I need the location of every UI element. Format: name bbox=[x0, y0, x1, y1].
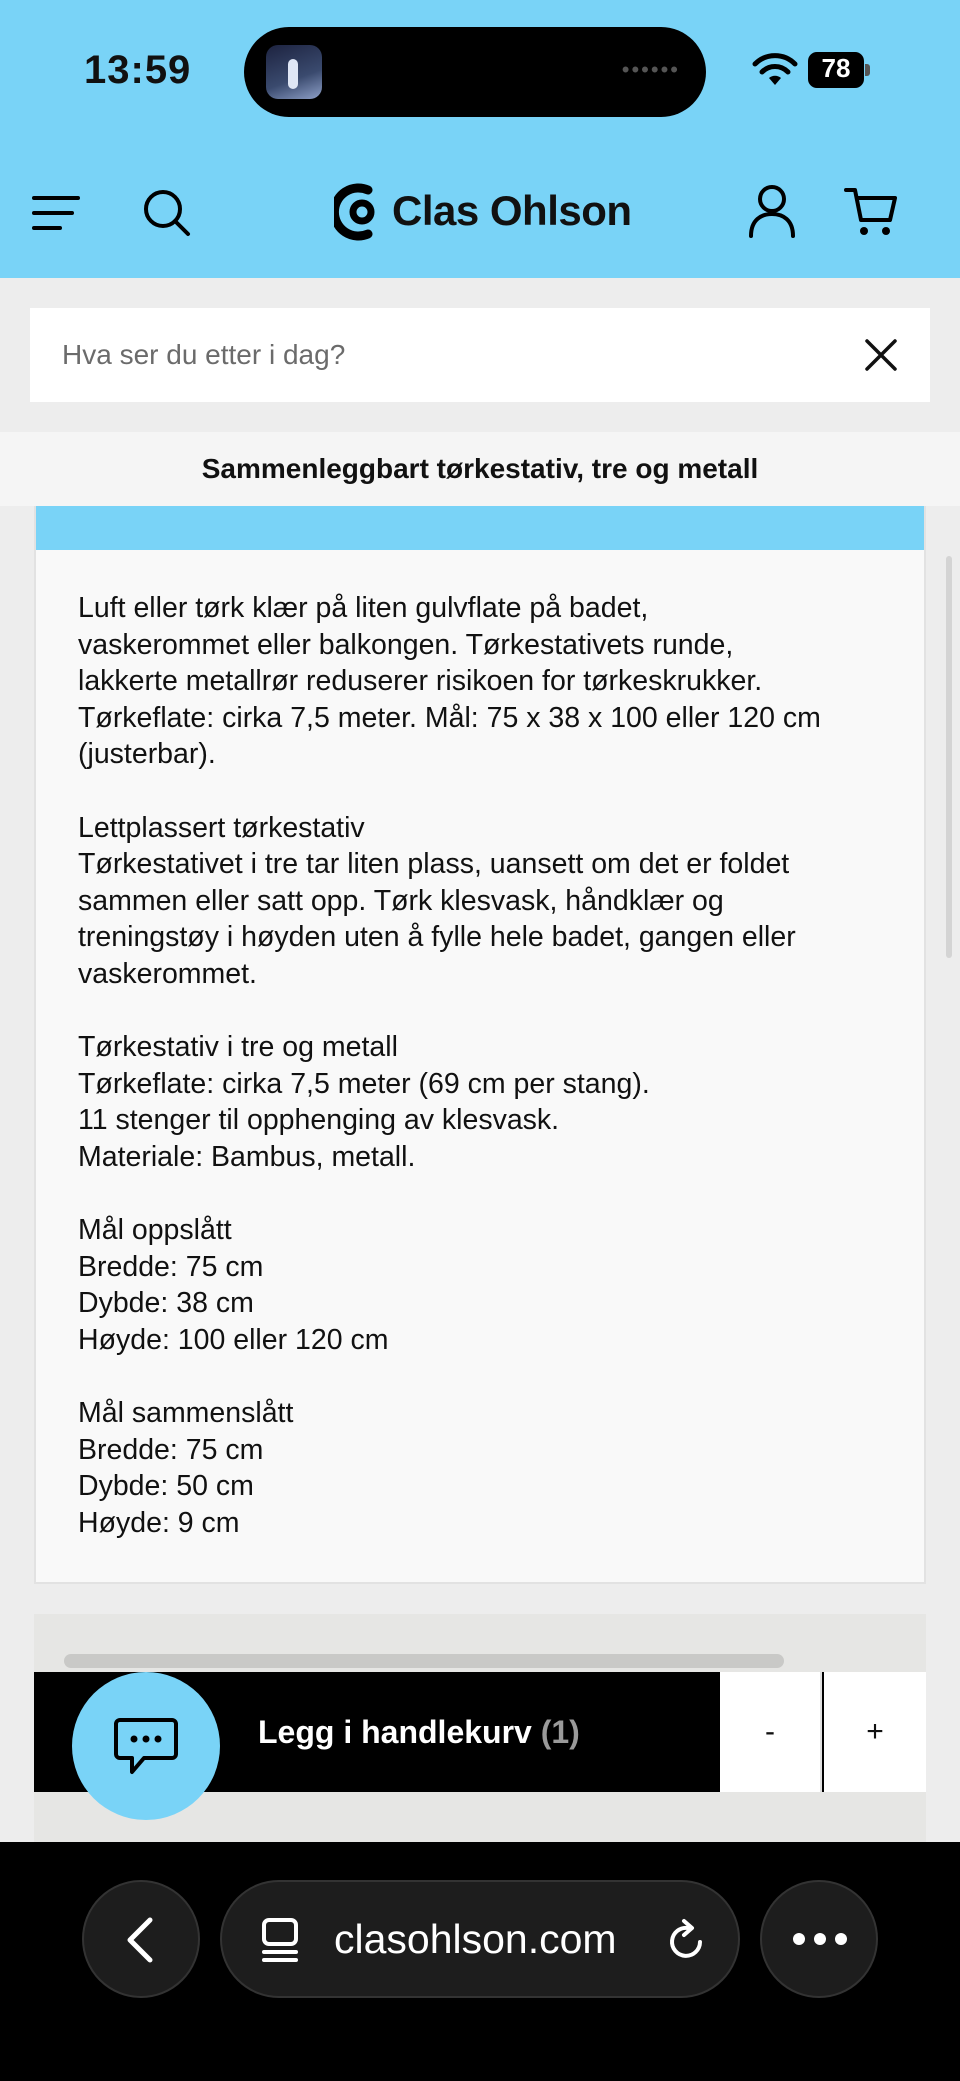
description-paragraph bbox=[78, 1212, 898, 1358]
brand-name: Clas Ohlson bbox=[392, 187, 632, 234]
search-icon[interactable] bbox=[142, 188, 192, 238]
description-line: Tørkeflate: cirka 7,5 meter (69 cm per stang). bbox=[78, 1067, 650, 1100]
description-line: Høyde: 9 cm bbox=[78, 1506, 240, 1539]
product-description bbox=[78, 590, 898, 1541]
menu-icon[interactable] bbox=[32, 194, 80, 232]
description-accent-band bbox=[36, 506, 924, 550]
dynamic-island[interactable] bbox=[244, 27, 706, 117]
description-line: Bredde: 75 cm bbox=[78, 1250, 264, 1283]
description-line: (justerbar). bbox=[78, 738, 216, 771]
wifi-icon bbox=[752, 52, 798, 88]
url-text: clasohlson.com bbox=[334, 1916, 617, 1962]
add-to-cart-button[interactable] bbox=[258, 1672, 580, 1792]
battery-indicator bbox=[808, 52, 870, 88]
description-line: Materiale: Bambus, metall. bbox=[78, 1140, 416, 1173]
description-line: 11 stenger til opphenging av klesvask. bbox=[78, 1104, 560, 1137]
status-time: 13:59 bbox=[84, 48, 192, 92]
account-icon[interactable] bbox=[748, 184, 796, 238]
accordion-heading-placeholder bbox=[64, 1654, 784, 1668]
description-paragraph bbox=[78, 590, 898, 773]
battery-percentage: 78 bbox=[821, 53, 851, 83]
description-paragraph bbox=[78, 1395, 898, 1541]
brand-logo[interactable] bbox=[334, 178, 632, 244]
top-header bbox=[0, 0, 960, 278]
quantity-decrease-button[interactable]: - bbox=[720, 1672, 822, 1792]
close-icon[interactable] bbox=[864, 338, 898, 372]
description-line: Luft eller tørk klær på liten gulvflate på badet, bbox=[78, 592, 649, 624]
tabs-icon[interactable] bbox=[260, 1916, 304, 1964]
search-input[interactable] bbox=[62, 308, 842, 402]
chat-icon bbox=[114, 1716, 178, 1776]
battery-cap bbox=[865, 64, 870, 76]
description-line: vaskerommet eller balkongen. Tørkestativets runde, bbox=[78, 628, 734, 661]
chat-button[interactable] bbox=[72, 1672, 220, 1820]
cart-icon[interactable] bbox=[844, 186, 898, 238]
now-playing-thumbnail bbox=[266, 45, 322, 99]
description-line: treningstøy i høyden uten å fylle hele badet, gangen eller bbox=[78, 921, 796, 954]
description-line: Tørkestativ i tre og metall bbox=[78, 1031, 398, 1064]
quantity-increase-button[interactable]: + bbox=[824, 1672, 926, 1792]
browser-toolbar bbox=[0, 1842, 960, 2081]
island-dots-icon: •••••• bbox=[621, 57, 680, 82]
more-options-button[interactable] bbox=[760, 1880, 878, 1998]
description-line: lakkerte metallrør reduserer risikoen for tørkeskrukker. bbox=[78, 665, 763, 698]
product-description-card bbox=[34, 506, 926, 1584]
cart-quantity: (1) bbox=[540, 1714, 580, 1750]
description-line: Tørkestativet i tre tar liten plass, uansett om det er foldet bbox=[78, 848, 790, 881]
description-line: Mål oppslått bbox=[78, 1214, 232, 1247]
add-to-cart-label: Legg i handlekurv bbox=[258, 1714, 532, 1750]
description-line: vaskerommet. bbox=[78, 957, 257, 990]
reload-icon[interactable] bbox=[666, 1918, 708, 1962]
description-line: Høyde: 100 eller 120 cm bbox=[78, 1323, 389, 1356]
description-line: sammen eller satt opp. Tørk klesvask, håndklær og bbox=[78, 884, 724, 917]
search-box[interactable] bbox=[30, 308, 930, 402]
search-area bbox=[0, 278, 960, 432]
logo-mark-icon bbox=[334, 180, 382, 242]
scrollbar[interactable] bbox=[946, 556, 952, 958]
description-line: Mål sammenslått bbox=[78, 1397, 294, 1430]
back-button[interactable] bbox=[82, 1880, 200, 1998]
description-line: Tørkeflate: cirka 7,5 meter. Mål: 75 x 38 x 100 eller 120 cm bbox=[78, 701, 821, 734]
description-paragraph bbox=[78, 810, 898, 993]
product-title: Sammenleggbart tørkestativ, tre og metall bbox=[0, 432, 960, 506]
address-bar[interactable] bbox=[220, 1880, 740, 1998]
description-line: Dybde: 50 cm bbox=[78, 1470, 254, 1503]
description-line: Lettplassert tørkestativ bbox=[78, 811, 365, 844]
description-line: Dybde: 38 cm bbox=[78, 1287, 254, 1320]
description-line: Bredde: 75 cm bbox=[78, 1433, 264, 1466]
more-icon bbox=[792, 1932, 848, 1946]
back-icon bbox=[124, 1916, 156, 1964]
description-paragraph bbox=[78, 1029, 898, 1175]
